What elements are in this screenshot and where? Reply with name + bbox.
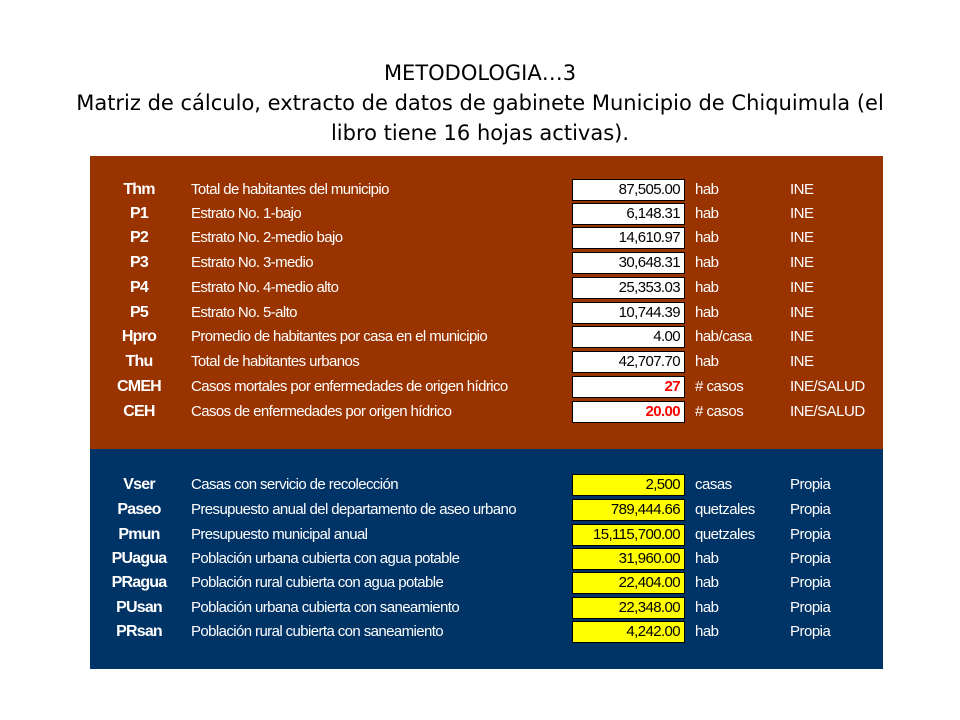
row-code: Pmun [118,526,160,543]
row-unit: hab/casa [695,328,752,345]
row-value-cell[interactable]: 42,707.70 [572,351,685,373]
row-value-cell[interactable]: 22,404.00 [572,572,685,594]
data-row [90,523,883,547]
row-description: Total de habitantes urbanos [191,353,360,370]
row-value-cell[interactable]: 10,744.39 [572,302,685,324]
title-line-1: METODOLOGIA…3 [383,61,577,85]
row-source: INE [790,304,814,321]
row-description: Estrato No. 5-alto [191,304,297,321]
row-description: Población rural cubierta con agua potable [191,574,444,591]
row-source: Propia [790,599,831,616]
row-description: Estrato No. 2-medio bajo [191,229,343,246]
row-code: PRsan [116,623,162,640]
row-source: Propia [790,476,831,493]
row-description: Estrato No. 4-medio alto [191,279,339,296]
row-code: PUagua [111,550,167,567]
title-line-2: Matriz de cálculo, extracto de datos de gabinete Municipio de Chiquimula (el [76,91,884,115]
row-description: Estrato No. 1-bajo [191,205,302,222]
row-code: P3 [130,254,148,271]
data-row [90,301,883,325]
row-source: INE [790,328,814,345]
row-description: Población rural cubierta con saneamiento [191,623,443,640]
row-description: Casos de enfermedades por origen hídrico [191,403,452,420]
row-source: Propia [790,623,831,640]
row-description: Presupuesto anual del departamento de aseo urbano [191,501,517,518]
row-code: P5 [130,304,148,321]
data-row [90,178,883,202]
row-value-cell[interactable]: 31,960.00 [572,548,685,570]
row-source: Propia [790,501,831,518]
row-source: INE/SALUD [790,403,865,420]
data-row [90,400,883,424]
row-source: INE [790,279,814,296]
row-value-cell[interactable]: 2,500 [572,474,685,496]
row-description: Casas con servicio de recolección [191,476,398,493]
row-value-cell[interactable]: 4,242.00 [572,621,685,643]
row-code: PUsan [116,599,162,616]
row-code: P2 [130,229,148,246]
row-value-cell[interactable]: 20.00 [572,401,685,423]
row-code: Thu [125,353,153,370]
row-unit: # casos [695,403,744,420]
data-row [90,350,883,374]
row-value-cell[interactable]: 789,444.66 [572,499,685,521]
row-code: Thm [123,181,155,198]
data-row [90,473,883,497]
row-unit: hab [695,574,719,591]
row-value-cell[interactable]: 30,648.31 [572,252,685,274]
row-unit: hab [695,599,719,616]
row-source: Propia [790,526,831,543]
row-description: Población urbana cubierta con agua potable [191,550,460,567]
row-source: INE [790,181,814,198]
row-source: Propia [790,574,831,591]
data-row [90,498,883,522]
data-row [90,375,883,399]
row-source: INE [790,229,814,246]
data-row [90,226,883,250]
row-unit: hab [695,304,719,321]
row-description: Promedio de habitantes por casa en el municipio [191,328,488,345]
row-description: Total de habitantes del municipio [191,181,389,198]
row-code: Vser [123,476,155,493]
row-source: INE/SALUD [790,378,865,395]
row-unit: hab [695,181,719,198]
row-description: Casos mortales por enfermedades de origen hídrico [191,378,508,395]
row-unit: quetzales [695,526,755,543]
row-description: Población urbana cubierta con saneamiento [191,599,460,616]
row-code: P1 [130,205,148,222]
row-unit: hab [695,205,719,222]
row-value-cell[interactable]: 15,115,700.00 [572,524,685,546]
row-code: CEH [123,403,155,420]
row-value-cell[interactable]: 14,610.97 [572,227,685,249]
row-unit: hab [695,229,719,246]
gabinete-data-panel [90,156,883,449]
row-source: INE [790,353,814,370]
row-value-cell[interactable]: 22,348.00 [572,597,685,619]
row-code: CMEH [117,378,161,395]
row-unit: hab [695,623,719,640]
propia-data-panel [90,449,883,669]
row-value-cell[interactable]: 25,353.03 [572,277,685,299]
row-value-cell[interactable]: 27 [572,376,685,398]
row-code: Paseo [117,501,161,518]
row-unit: quetzales [695,501,755,518]
row-value-cell[interactable]: 4.00 [572,326,685,348]
row-unit: casas [695,476,732,493]
data-row [90,571,883,595]
row-code: Hpro [121,328,157,345]
row-value-cell[interactable]: 87,505.00 [572,179,685,201]
row-source: Propia [790,550,831,567]
row-unit: hab [695,550,719,567]
data-row [90,251,883,275]
title-line-3: libro tiene 16 hojas activas). [330,121,630,145]
row-description: Estrato No. 3-medio [191,254,313,271]
row-code: PRagua [111,574,167,591]
data-row [90,620,883,644]
data-row [90,325,883,349]
row-source: INE [790,254,814,271]
data-row [90,596,883,620]
data-row [90,202,883,226]
slide-title [40,58,920,148]
row-unit: hab [695,254,719,271]
row-code: P4 [130,279,148,296]
row-description: Presupuesto municipal anual [191,526,368,543]
row-unit: hab [695,279,719,296]
row-value-cell[interactable]: 6,148.31 [572,203,685,225]
row-unit: # casos [695,378,744,395]
row-source: INE [790,205,814,222]
data-row [90,276,883,300]
row-unit: hab [695,353,719,370]
data-row [90,547,883,571]
